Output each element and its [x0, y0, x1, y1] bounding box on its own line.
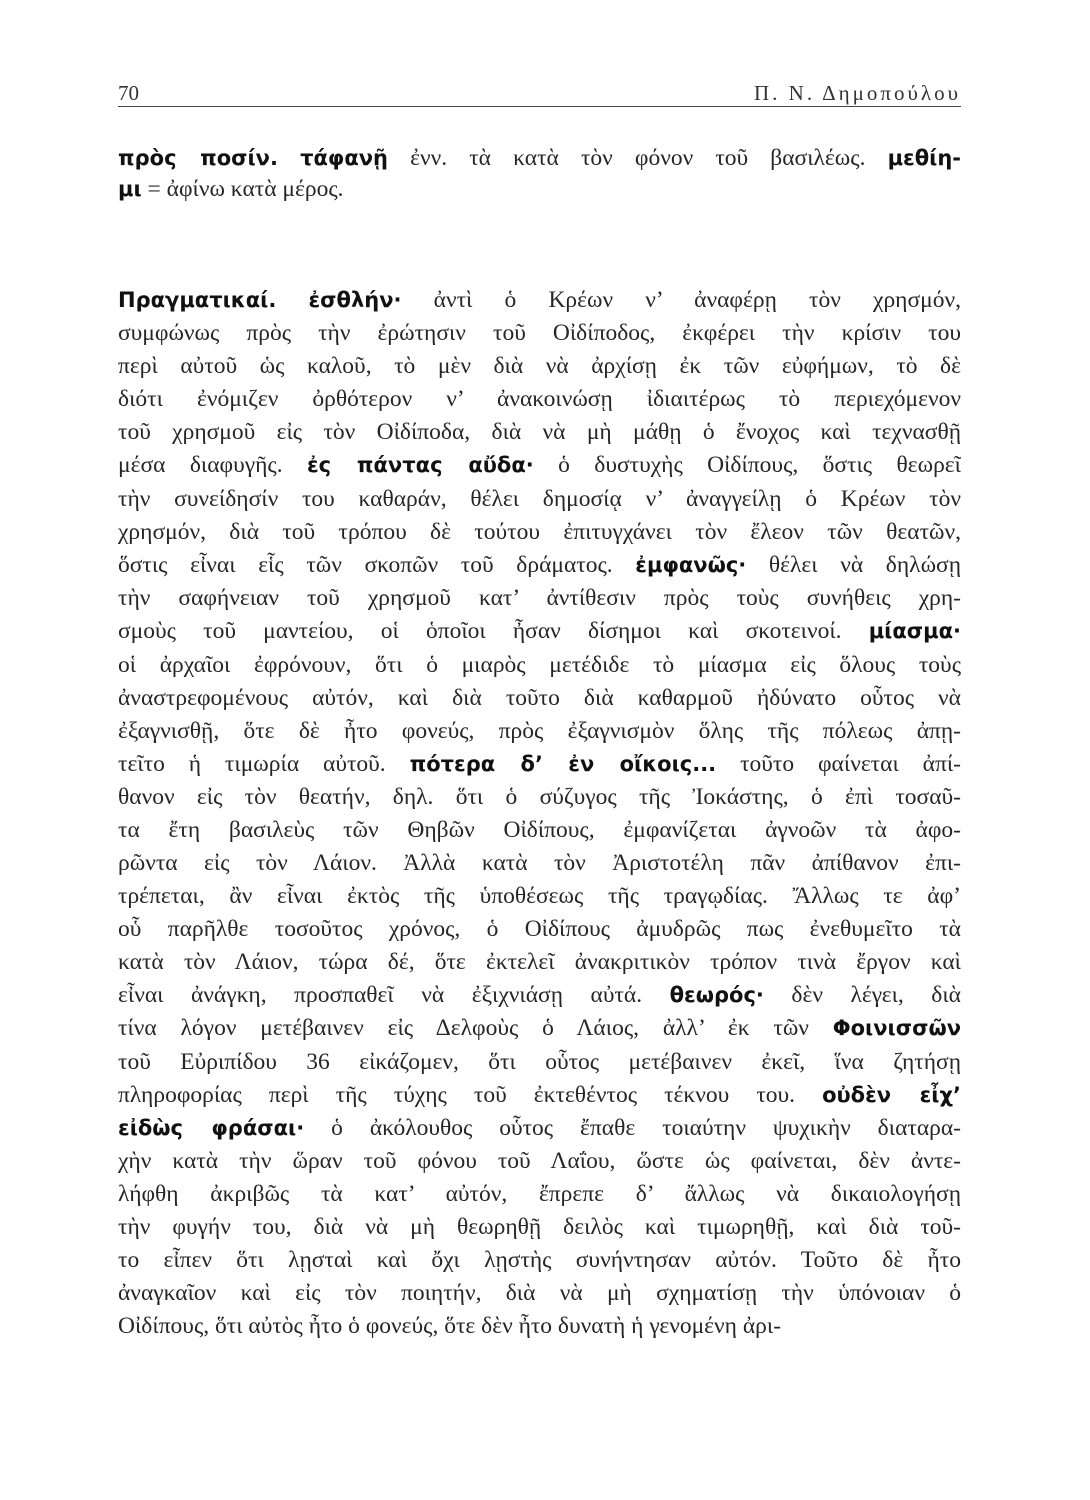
- commentary-text: τοῦ Εὐριπίδου 36 εἰκάζομεν, ὅτι οὗτος μετέβαινεν ἐκεῖ, ἵνα ζητήσῃ: [118, 1049, 961, 1075]
- commentary-text: = ἀφίνω κατὰ μέρος.: [141, 176, 344, 202]
- lemma-term: ἐμφανῶς·: [635, 553, 747, 577]
- text-line: [118, 1210, 961, 1244]
- commentary-text: τα ἔτη βασιλεὺς τῶν Θηβῶν Οἰδίπους, ἐμφανίζεται ἀγνοῶν τὰ ἀφο-: [118, 817, 961, 843]
- commentary-text: πληροφορίας περὶ τῆς τύχης τοῦ ἐκτεθέντος τέκνου του.: [118, 1082, 823, 1108]
- text-line: [118, 945, 961, 979]
- commentary-text: ὅστις εἶναι εἷς τῶν σκοπῶν τοῦ δράματος.: [118, 552, 636, 578]
- text-line: [118, 912, 961, 946]
- commentary-text: διότι ἐνόμιζεν ὀρθότερον ν’ ἀνακοινώσῃ ἰδιαιτέρως τὸ περιεχόμενον: [118, 386, 961, 412]
- page-header: [118, 70, 961, 106]
- commentary-text: τὴν συνείδησίν του καθαράν, θέλει δημοσίᾳ ν’ ἀναγγείλῃ ὁ Κρέων τὸν: [118, 486, 961, 512]
- lemma-term: τάφανῇ: [300, 146, 388, 170]
- commentary-text: [278, 145, 300, 171]
- text-line: [118, 1144, 961, 1178]
- text-line: [118, 548, 961, 582]
- text-line: [118, 879, 961, 913]
- text-line: [118, 1177, 961, 1211]
- commentary-text: ἀναστρεφομένους αὐτόν, καὶ διὰ τοῦτο διὰ καθαρμοῦ ἠδύνατο οὗτος νὰ: [118, 685, 961, 711]
- text-line: [118, 614, 961, 648]
- text-line: [118, 1045, 961, 1079]
- text-line: [118, 681, 961, 715]
- text-line: [118, 1309, 961, 1343]
- text-line: [118, 1111, 961, 1145]
- text-line: [118, 648, 961, 682]
- header-rule: [118, 106, 961, 107]
- lemma-term: μι: [118, 177, 142, 201]
- commentary-text: ρῶντα εἰς τὸν Λάιον. Ἀλλὰ κατὰ τὸν Ἀριστοτέλη πᾶν ἀπίθανον ἐπι-: [118, 850, 961, 876]
- commentary-text: ἀναγκαῖον καὶ εἰς τὸν ποιητήν, διὰ νὰ μὴ σχηματίσῃ τὴν ὑπόνοιαν ὁ: [118, 1280, 961, 1306]
- text-line: [118, 1011, 961, 1045]
- commentary-text: χὴν κατὰ τὴν ὥραν τοῦ φόνου τοῦ Λαΐου, ὥστε ὡς φαίνεται, δὲν ἀντε-: [118, 1148, 961, 1174]
- text-line: [118, 747, 961, 781]
- commentary-text: τρέπεται, ἂν εἶναι ἐκτὸς τῆς ὑποθέσεως τῆς τραγῳδίας. Ἄλλως τε ἀφ’: [118, 883, 961, 909]
- text-line: [118, 714, 961, 748]
- text-line: [118, 515, 961, 549]
- commentary-text: τίνα λόγον μετέβαινεν εἰς Δελφοὺς ὁ Λάιος, ἀλλ’ ἐκ τῶν: [118, 1015, 833, 1041]
- text-line: [118, 581, 961, 615]
- commentary-text: ἐνν. τὰ κατὰ τὸν φόνον τοῦ βασιλέως.: [388, 145, 888, 171]
- commentary-text: ὁ ἀκόλουθος οὗτος ἔπαθε τοιαύτην ψυχικὴν διαταρα-: [304, 1115, 961, 1141]
- lemma-term: ἐσθλήν·: [308, 288, 402, 312]
- commentary-text: οὗ παρῆλθε τοσοῦτος χρόνος, ὁ Οἰδίπους ἀμυδρῶς πως ἐνεθυμεῖτο τὰ: [118, 916, 961, 942]
- text-line: [118, 349, 961, 383]
- lemma-term: μεθίη-: [887, 146, 961, 170]
- commentary-text: τὴν σαφήνειαν τοῦ χρησμοῦ κατ’ ἀντίθεσιν πρὸς τοὺς συνήθεις χρη-: [118, 585, 961, 611]
- text-line: [118, 1276, 961, 1310]
- running-title: Π. Ν. Δημοπούλου: [754, 81, 961, 105]
- commentary-text: τοῦ χρησμοῦ εἰς τὸν Οἰδίποδα, διὰ νὰ μὴ μάθῃ ὁ ἔνοχος καὶ τεχνασθῇ: [118, 419, 961, 445]
- lemma-term: Πραγματικαί.: [118, 288, 277, 312]
- text-line: [118, 978, 961, 1012]
- commentary-text: Οἰδίπους, ὅτι αὐτὸς ἦτο ὁ φονεύς, ὅτε δὲν ἦτο δυνατὴ ἡ γενομένη ἀρι-: [118, 1313, 782, 1339]
- text-line: [118, 482, 961, 516]
- commentary-text: μέσα διαφυγῆς.: [118, 452, 307, 478]
- commentary-text: συμφώνως πρὸς τὴν ἐρώτησιν τοῦ Οἰδίποδος, ἐκφέρει τὴν κρίσιν του: [118, 320, 961, 346]
- lemma-term: πρὸς ποσίν.: [118, 146, 278, 170]
- text-line: [118, 283, 961, 317]
- text-line: [118, 1243, 961, 1277]
- page-number: 70: [118, 81, 139, 105]
- text-line: [118, 415, 961, 449]
- commentary-text: τὴν φυγήν του, διὰ νὰ μὴ θεωρηθῇ δειλὸς καὶ τιμωρηθῇ, καὶ διὰ τοῦ-: [118, 1214, 961, 1240]
- lemma-term: θεωρός·: [669, 983, 764, 1007]
- text-line: [118, 141, 961, 175]
- commentary-text: σμοὺς τοῦ μαντείου, οἱ ὁποῖοι ἦσαν δίσημοι καὶ σκοτεινοί.: [118, 618, 869, 644]
- lemma-term: πότερα δ’ ἐν οἴκοις...: [409, 752, 717, 776]
- text-line: [118, 1078, 961, 1112]
- lemma-term: ἐς πάντας αὔδα·: [306, 453, 534, 477]
- lemma-term: μίασμα·: [868, 619, 961, 643]
- commentary-text: λήφθη ἀκριβῶς τὰ κατ’ αὐτόν, ἔπρεπε δ’ ἄλλως νὰ δικαιολογήσῃ: [118, 1181, 961, 1207]
- commentary-text: εἶναι ἀνάγκη, προσπαθεῖ νὰ ἐξιχνιάσῃ αὐτά.: [118, 982, 670, 1008]
- text-line: [118, 316, 961, 350]
- commentary-text: οἱ ἀρχαῖοι ἐφρόνουν, ὅτι ὁ μιαρὸς μετέδιδε τὸ μίασμα εἰς ὅλους τοὺς: [118, 652, 961, 678]
- text-line: [118, 813, 961, 847]
- commentary-text: κατὰ τὸν Λάιον, τώρα δέ, ὅτε ἐκτελεῖ ἀνακριτικὸν τρόπον τινὰ ἔργον καὶ: [118, 949, 961, 975]
- commentary-text: [276, 287, 308, 313]
- commentary-text: ὁ δυστυχὴς Οἰδίπους, ὅστις θεωρεῖ: [533, 452, 961, 478]
- lemma-term: Φοινισσῶν: [832, 1016, 961, 1040]
- lemma-term: εἰδὼς φράσαι·: [118, 1116, 305, 1140]
- commentary-text: δὲν λέγει, διὰ: [763, 982, 961, 1008]
- commentary-text: θανον εἰς τὸν θεατήν, δηλ. ὅτι ὁ σύζυγος τῆς Ἰοκάστης, ὁ ἐπὶ τοσαῦ-: [118, 784, 961, 810]
- text-line: [118, 846, 961, 880]
- text-line: [118, 382, 961, 416]
- commentary-text: ἐξαγνισθῇ, ὅτε δὲ ἦτο φονεύς, πρὸς ἐξαγνισμὸν ὅλης τῆς πόλεως ἀπῃ-: [118, 718, 961, 744]
- commentary-text: τεῖτο ἡ τιμωρία αὐτοῦ.: [118, 751, 410, 777]
- text-line: [118, 448, 961, 482]
- commentary-text: τοῦτο φαίνεται ἀπί-: [716, 751, 961, 777]
- lemma-term: οὐδὲν εἶχ’: [822, 1083, 961, 1107]
- text-line: [118, 780, 961, 814]
- commentary-text: χρησμόν, διὰ τοῦ τρόπου δὲ τούτου ἐπιτυγχάνει τὸν ἔλεον τῶν θεατῶν,: [118, 519, 961, 545]
- commentary-text: θέλει νὰ δηλώσῃ: [746, 552, 961, 578]
- commentary-text: ἀντὶ ὁ Κρέων ν’ ἀναφέρῃ τὸν χρησμόν,: [401, 287, 961, 313]
- text-line: [118, 172, 961, 206]
- commentary-text: το εἶπεν ὅτι λῃσταὶ καὶ ὄχι λῃστὴς συνήντησαν αὐτόν. Τοῦτο δὲ ἦτο: [118, 1247, 961, 1273]
- commentary-text: περὶ αὐτοῦ ὡς καλοῦ, τὸ μὲν διὰ νὰ ἀρχίσῃ ἐκ τῶν εὐφήμων, τὸ δὲ: [118, 353, 961, 379]
